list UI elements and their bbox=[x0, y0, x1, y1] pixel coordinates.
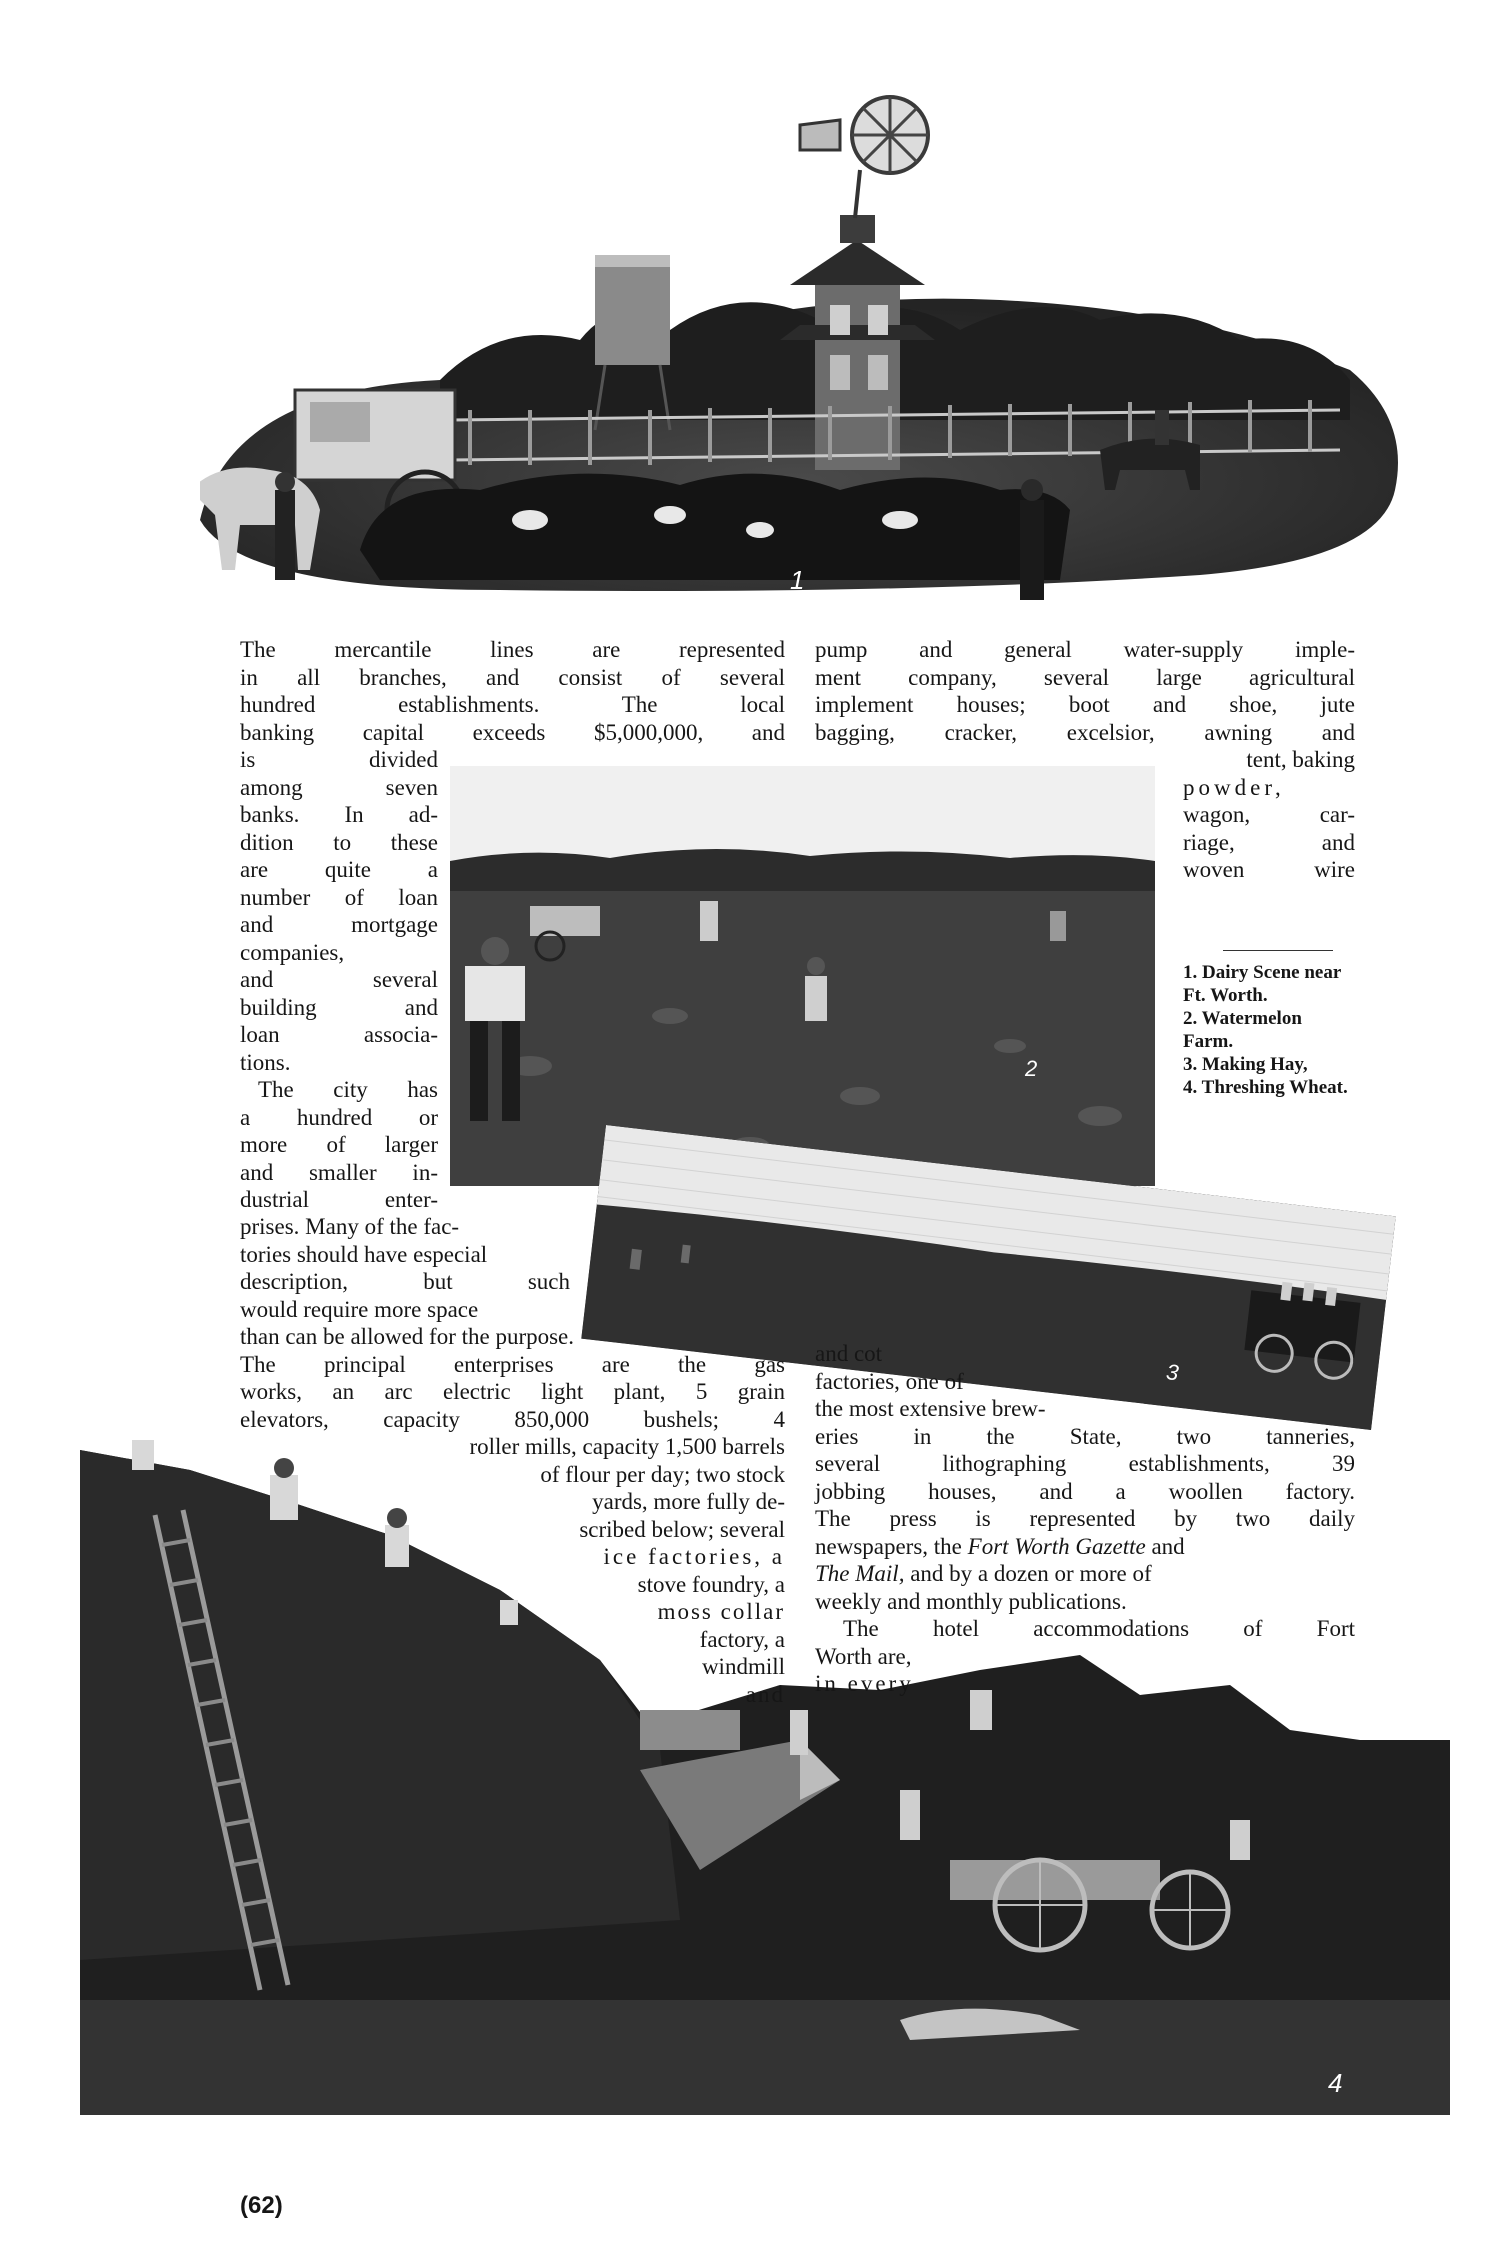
newspaper-title: The Mail, bbox=[815, 1561, 905, 1586]
text-line: yards, more fully de- bbox=[592, 1489, 785, 1514]
photo-number-1: 1 bbox=[790, 565, 805, 595]
text-line: The mercantile lines are represented bbox=[240, 637, 785, 662]
text-line: banking capital exceeds $5,000,000, and bbox=[240, 719, 785, 745]
text-line: number of loan bbox=[240, 884, 438, 910]
text-run: and bbox=[1151, 1533, 1185, 1559]
text-line: in every bbox=[815, 1671, 914, 1696]
photo-captions bbox=[1183, 950, 1351, 1099]
text-line: is divided bbox=[240, 747, 438, 772]
text-line: jobbing houses, and a woollen factory. bbox=[815, 1478, 1355, 1504]
right-column-lower bbox=[815, 1340, 1355, 1698]
text-line: more of larger bbox=[240, 1132, 438, 1157]
text-line: works, an arc electric light plant, 5 grain bbox=[240, 1379, 785, 1404]
photo-dairy-scene bbox=[200, 90, 1405, 605]
left-column bbox=[240, 636, 785, 746]
text-line: and mortgage bbox=[240, 912, 438, 937]
text-line: building and bbox=[240, 994, 438, 1020]
text-line: and cot bbox=[815, 1341, 883, 1366]
text-line: Worth are, bbox=[815, 1643, 912, 1669]
text-run: and by a dozen or more of bbox=[910, 1561, 1152, 1586]
text-line: in all branches, and consist of several bbox=[240, 664, 785, 690]
text-line: moss collar bbox=[657, 1599, 785, 1624]
caption-divider bbox=[1223, 950, 1333, 951]
text-line: would require more space bbox=[240, 1296, 479, 1322]
text-line: description, but such bbox=[240, 1269, 570, 1294]
text-line: among seven bbox=[240, 774, 438, 800]
photo-number-2: 2 bbox=[1025, 1056, 1038, 1081]
page-number: (62) bbox=[240, 2192, 283, 2219]
text-line: the most extensive brew- bbox=[815, 1396, 1046, 1421]
photo-number-3: 3 bbox=[1164, 1359, 1180, 1386]
text-line: pump and general water-supply imple- bbox=[815, 637, 1355, 662]
text-line: The city has bbox=[258, 1077, 438, 1102]
text-line: are quite a bbox=[240, 857, 438, 882]
text-line: ment company, several large agricultural bbox=[815, 664, 1355, 690]
text-line: implement houses; boot and shoe, jute bbox=[815, 692, 1355, 717]
text-line: bagging, cracker, excelsior, awning and bbox=[815, 719, 1355, 745]
right-column-narrow bbox=[1183, 746, 1355, 884]
text-line: several lithographing establishments, 39 bbox=[815, 1451, 1355, 1476]
left-column-narrow bbox=[240, 746, 438, 1214]
text-line: tent, baking bbox=[1246, 747, 1355, 772]
text-line: and smaller in- bbox=[240, 1159, 438, 1185]
caption-3: 3. Making Hay, bbox=[1183, 1054, 1308, 1075]
text-line: tions. bbox=[240, 1049, 291, 1075]
caption-4: 4. Threshing Wheat. bbox=[1183, 1077, 1348, 1098]
text-line: windmill bbox=[701, 1654, 785, 1679]
photo-number-4: 4 bbox=[1328, 2068, 1343, 2098]
text-line: loan associa- bbox=[240, 1022, 438, 1047]
text-line: tories should have especial bbox=[240, 1241, 488, 1267]
text-line: The hotel accommodations of Fort bbox=[843, 1616, 1355, 1641]
text-line: factories, one of bbox=[815, 1368, 964, 1394]
text-line: companies, bbox=[240, 939, 345, 965]
caption-2: 2. Watermelon Farm. bbox=[1183, 1008, 1302, 1052]
text-line: factory, a bbox=[699, 1626, 785, 1652]
text-line: prises. Many of the fac- bbox=[240, 1214, 460, 1239]
text-line: scribed below; several bbox=[579, 1516, 785, 1542]
text-line: ice factories, a bbox=[603, 1544, 785, 1569]
text-line: and several bbox=[240, 967, 438, 992]
text-line: weekly and monthly publications. bbox=[815, 1588, 1127, 1614]
text-line: powder, bbox=[1183, 774, 1285, 800]
left-column-lower bbox=[240, 1213, 785, 1433]
text-line: a hundred or bbox=[240, 1104, 438, 1130]
text-line: and bbox=[745, 1681, 785, 1707]
left-column-stair bbox=[240, 1433, 785, 1708]
text-run: newspapers, the bbox=[815, 1533, 962, 1559]
text-line: The principal enterprises are the gas bbox=[240, 1351, 785, 1377]
text-line: roller mills, capacity 1,500 barrels bbox=[469, 1434, 785, 1459]
text-line: stove foundry, a bbox=[637, 1571, 785, 1597]
newspaper-title: Fort Worth Gazette bbox=[967, 1533, 1146, 1559]
text-line: banks. In ad- bbox=[240, 802, 438, 827]
text-line: eries in the State, two tanneries, bbox=[815, 1423, 1355, 1449]
text-line: elevators, capacity 850,000 bushels; 4 bbox=[240, 1406, 785, 1432]
text-line: wagon, car- bbox=[1183, 802, 1355, 827]
caption-1: 1. Dairy Scene near Ft. Worth. bbox=[1183, 962, 1341, 1006]
text-line bbox=[815, 1560, 1355, 1588]
photo-watermelon-farm bbox=[450, 766, 1155, 1186]
text-line: of flour per day; two stock bbox=[540, 1461, 785, 1487]
text-line: The press is represented by two daily bbox=[815, 1506, 1355, 1531]
text-line bbox=[815, 1533, 1355, 1561]
text-line: dustrial enter- bbox=[240, 1187, 438, 1212]
text-line: riage, and bbox=[1183, 829, 1355, 855]
right-column-top bbox=[815, 636, 1355, 746]
text-line: dition to these bbox=[240, 829, 438, 855]
text-line: woven wire bbox=[1183, 857, 1355, 882]
text-line: hundred establishments. The local bbox=[240, 692, 785, 717]
text-line: than can be allowed for the purpose. bbox=[240, 1324, 575, 1349]
